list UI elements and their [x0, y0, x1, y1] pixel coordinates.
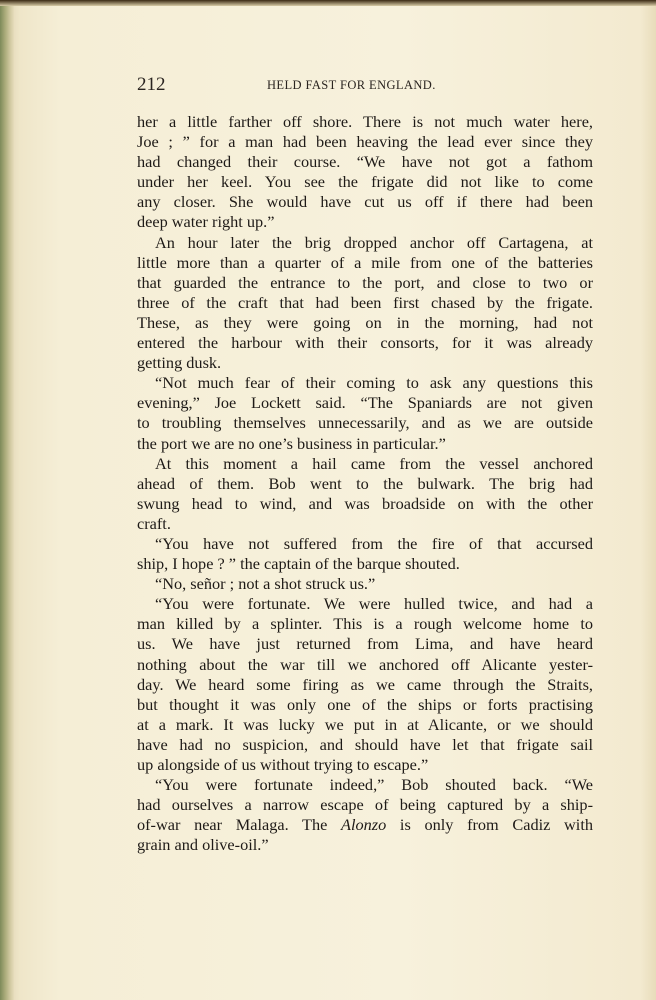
text-line: have had no suspicion, and should have let that frigate sail — [137, 734, 593, 754]
text-line: entered the harbour with their consorts, for it was already — [137, 333, 593, 353]
text-line: to troubling themselves unnecessarily, and as we are outside — [137, 413, 593, 433]
text-line: little more than a quarter of a mile from one of the batteries — [137, 252, 593, 272]
body-text — [137, 112, 593, 855]
book-spine-edge — [0, 0, 14, 1000]
text-line: grain and olive-oil.” — [137, 835, 269, 855]
page-top-edge — [0, 0, 656, 6]
text-line: “You have not suffered from the fire of that accursed — [155, 533, 593, 553]
text-line: “Not much fear of their coming to ask any questions this — [155, 373, 593, 393]
text-line: getting dusk. — [137, 353, 222, 373]
text-line: nothing about the war till we anchored off Alicante yester- — [137, 654, 593, 674]
text-line: up alongside of us without trying to escape.” — [137, 755, 429, 774]
text-line: At this moment a hail came from the vessel anchored — [155, 453, 593, 473]
text-line-with-ship-name — [137, 815, 593, 835]
text-line: deep water right up.” — [137, 212, 275, 232]
text-line: “You were fortunate indeed,” Bob shouted back. “We — [155, 775, 593, 795]
text-line: three of the craft that had been first chased by the frigate. — [137, 292, 593, 312]
page-header — [137, 74, 593, 98]
text-fragment: is only from Cadiz with — [386, 815, 593, 835]
text-line: us. We have just returned from Lima, and have heard — [137, 634, 593, 654]
text-line: had changed their course. “We have not got a fathom — [137, 152, 593, 172]
ship-name: Alonzo — [341, 815, 387, 835]
text-line: the port we are no one’s business in particular.” — [137, 433, 446, 453]
text-line: “You were fortunate. We were hulled twice, and had a — [155, 594, 593, 614]
text-line: An hour later the brig dropped anchor off Cartagena, at — [155, 232, 593, 252]
text-line: swung head to wind, and was broadside on with the other — [137, 493, 593, 513]
text-line: ship, I hope ? ” the captain of the barque shouted. — [137, 554, 460, 574]
text-line: at a mark. It was lucky we put in at Alicante, or we should — [137, 714, 593, 734]
text-fragment: of-war near Malaga. The — [137, 815, 342, 835]
text-line: These, as they were going on in the morning, had not — [137, 312, 593, 332]
text-line: man killed by a splinter. This is a rough welcome home to — [137, 614, 593, 634]
running-head: HELD FAST FOR ENGLAND. — [267, 78, 436, 92]
text-line: craft. — [137, 513, 171, 533]
page-number: 212 — [137, 74, 166, 95]
text-line: had ourselves a narrow escape of being captured by a ship- — [137, 795, 593, 815]
text-line: “No, señor ; not a shot struck us.” — [155, 574, 376, 594]
text-line: day. We heard some firing as we came through the Straits, — [137, 674, 593, 694]
text-line: that guarded the entrance to the port, and close to two or — [137, 272, 593, 292]
text-line: under her keel. You see the frigate did not like to come — [137, 172, 593, 192]
text-line: her a little farther off shore. There is not much water here, — [137, 112, 593, 131]
text-line: any closer. She would have cut us off if there had been — [137, 192, 593, 212]
text-line: ahead of them. Bob went to the bulwark. The brig had — [137, 473, 593, 493]
text-line: evening,” Joe Lockett said. “The Spaniards are not given — [137, 393, 593, 413]
text-line: Joe ; ” for a man had been heaving the lead ever since they — [137, 132, 593, 152]
text-line: but thought it was only one of the ships or forts practising — [137, 694, 593, 714]
